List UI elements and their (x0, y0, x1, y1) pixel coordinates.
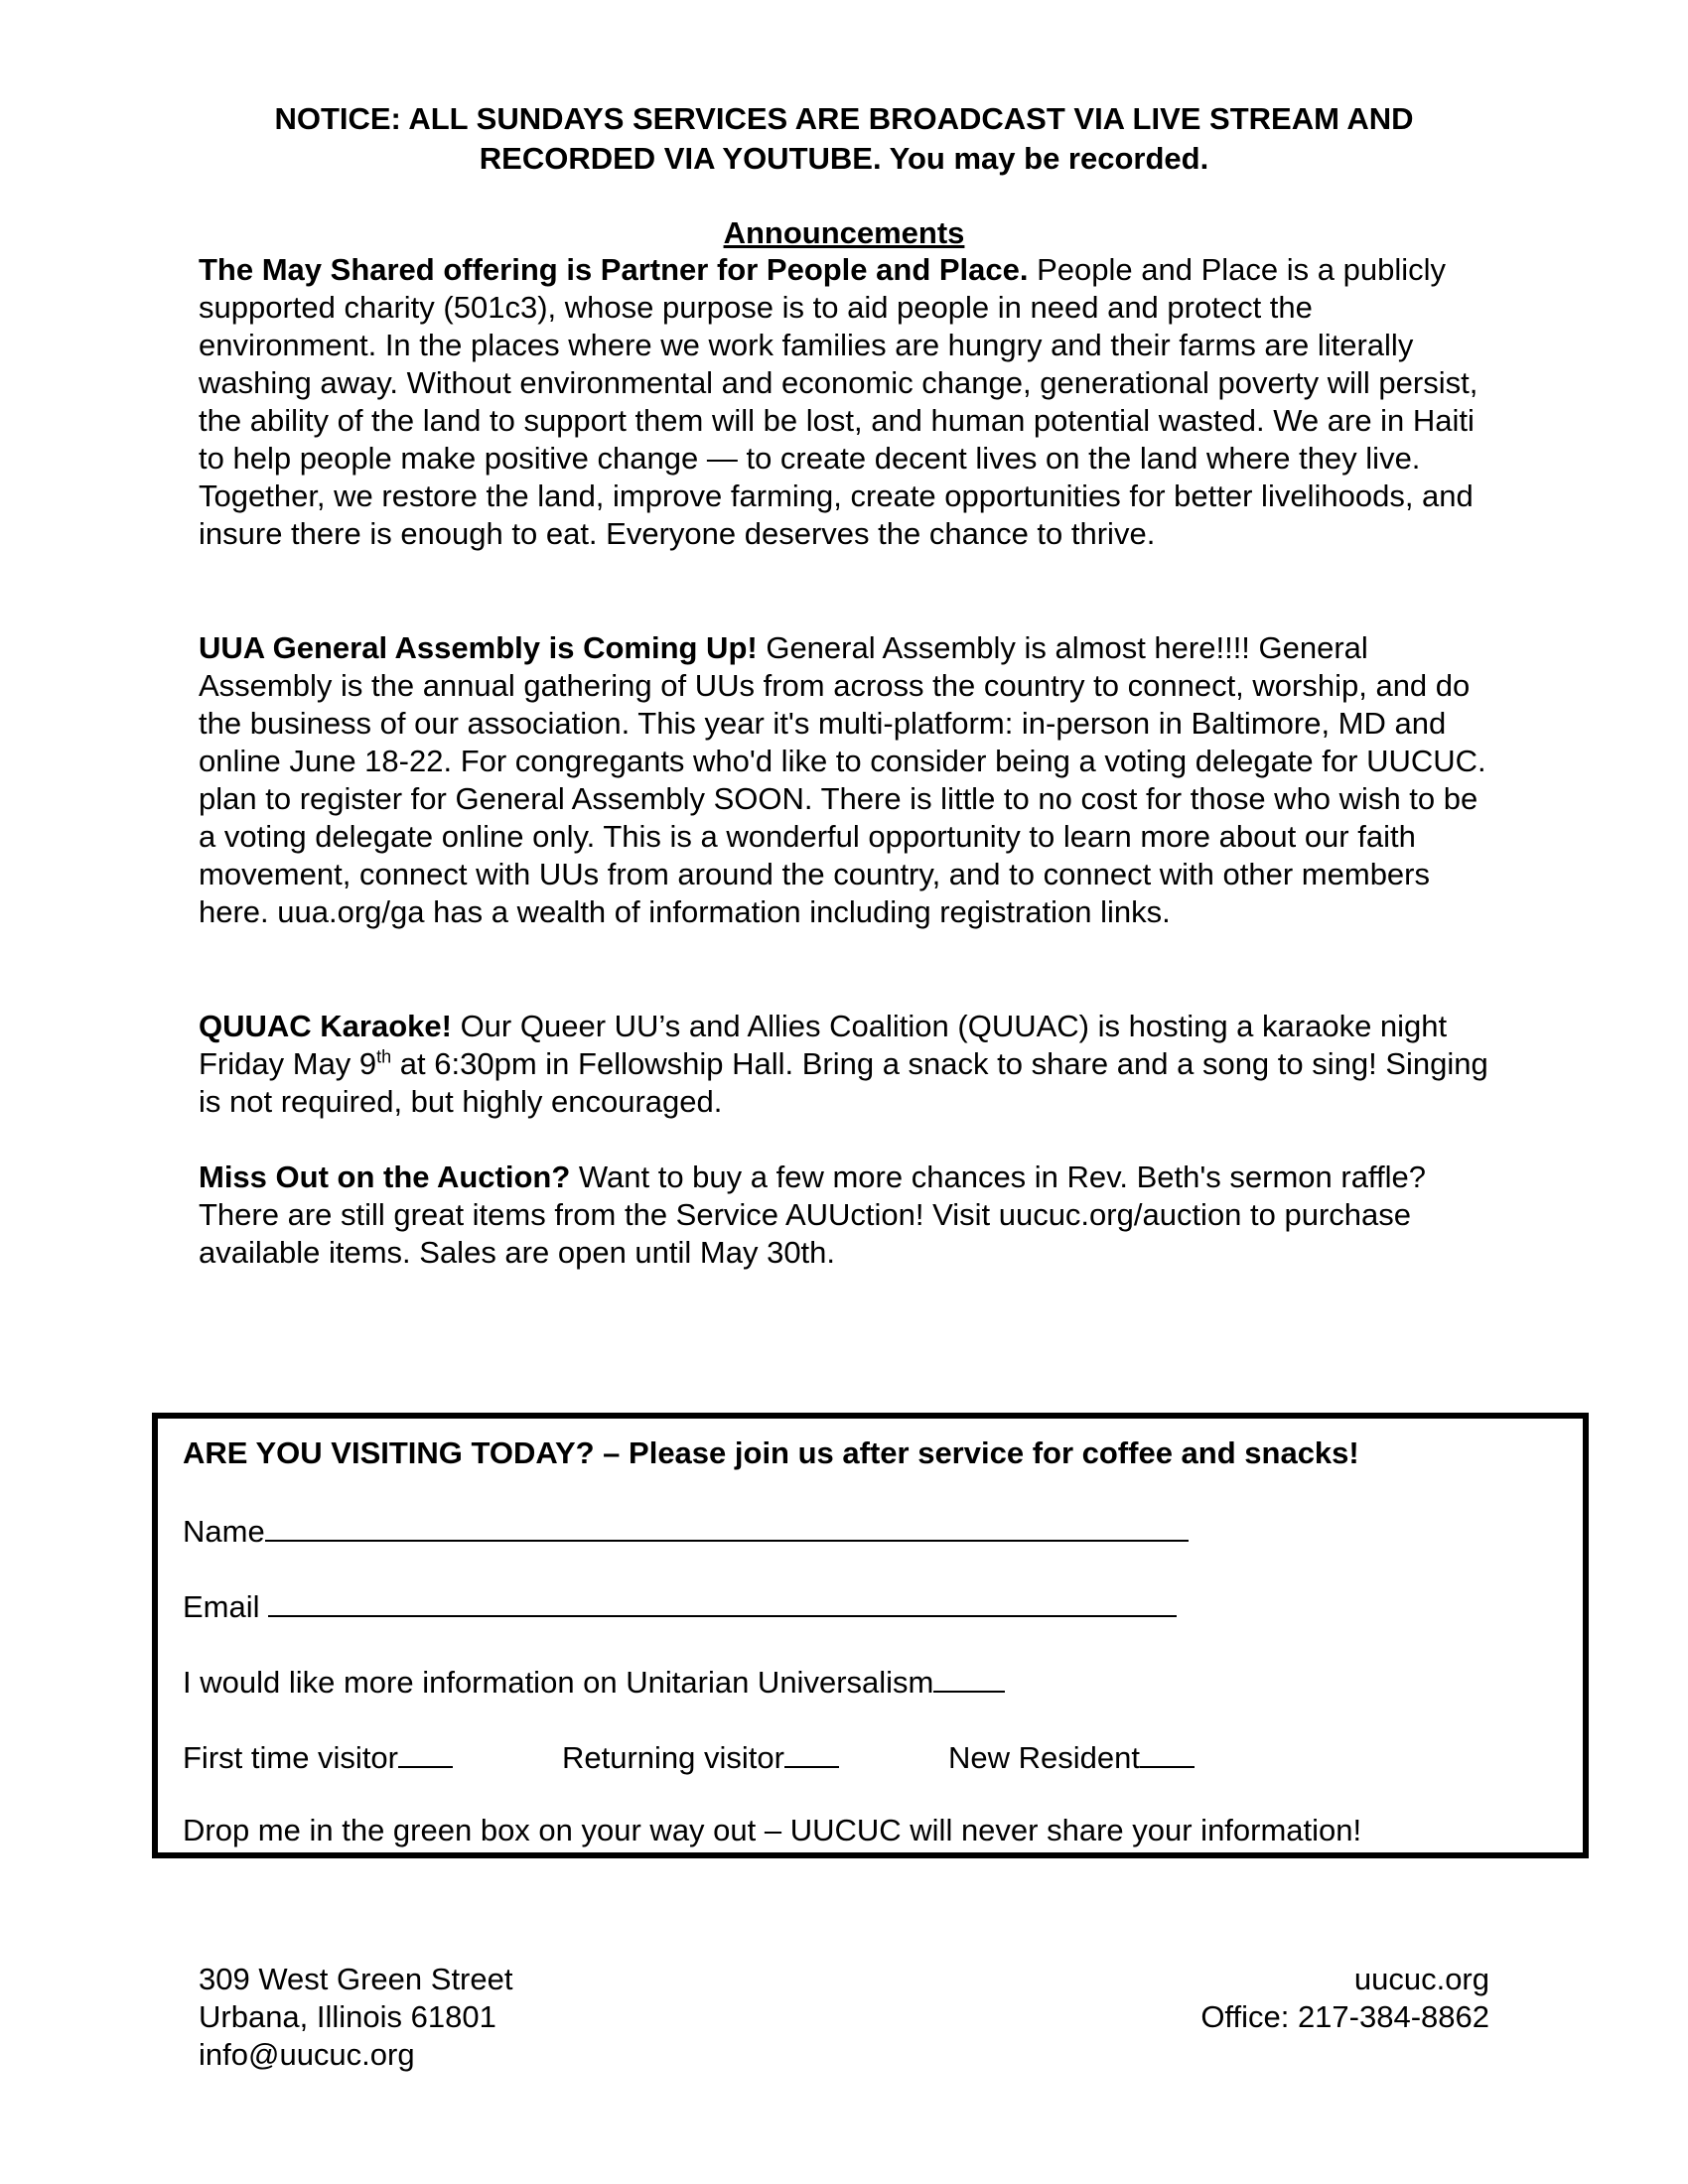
new-resident-option (948, 1736, 1195, 1777)
name-label: Name (183, 1514, 265, 1549)
general-assembly-announcement (199, 629, 1489, 931)
visitor-type-row (183, 1736, 1195, 1777)
announcements-heading: Announcements (723, 215, 965, 250)
auction-text: Want to buy a few more chances in Rev. Beth's sermon raffle? There are still great items from the Service AUUction! Visit uucuc.org/auction to purchase available items. Sales are open until May 30th. (199, 1160, 1426, 1270)
quuac-ordinal-suffix: th (376, 1046, 392, 1067)
name-row (183, 1510, 1189, 1551)
may-offering-heading: The May Shared offering is Partner for People and Place. (199, 252, 1029, 287)
office-phone: Office: 217-384-8862 (1200, 1999, 1489, 2034)
contact-email: info@uucuc.org (199, 2037, 415, 2072)
first-time-visitor-label: First time visitor (183, 1740, 398, 1775)
website: uucuc.org (1353, 1962, 1489, 1996)
drop-box-note: Drop me in the green box on your way out – UUCUC will never share your information! (183, 1813, 1362, 1847)
more-info-row (183, 1661, 1005, 1702)
general-assembly-heading: UUA General Assembly is Coming Up! (199, 630, 758, 665)
footer-address (199, 1961, 512, 2074)
address-line-1: 309 West Green Street (199, 1962, 513, 1996)
quuac-text-after: at 6:30pm in Fellowship Hall. Bring a snack to share and a song to sing! Singing is not required, but highly encouraged. (199, 1046, 1488, 1119)
returning-visitor-label: Returning visitor (562, 1740, 784, 1775)
visitor-card-title: ARE YOU VISITING TODAY? – Please join us after service for coffee and snacks! (183, 1435, 1359, 1470)
quuac-text-before: Our Queer UU’s and Allies Coalition (QUUAC) is hosting a karaoke night Friday May 9 (199, 1009, 1448, 1081)
address-line-2: Urbana, Illinois 61801 (199, 1999, 496, 2034)
auction-announcement (199, 1159, 1489, 1272)
email-label: Email (183, 1589, 260, 1624)
new-resident-line[interactable] (1140, 1736, 1195, 1768)
more-info-checkbox-line[interactable] (933, 1661, 1005, 1693)
recording-notice (149, 99, 1539, 179)
new-resident-label: New Resident (947, 1740, 1140, 1775)
may-offering-announcement (199, 251, 1489, 553)
returning-visitor-line[interactable] (784, 1736, 839, 1768)
first-time-visitor-line[interactable] (398, 1736, 453, 1768)
quuac-karaoke-announcement (199, 1008, 1489, 1121)
email-field[interactable] (268, 1585, 1177, 1617)
general-assembly-text: General Assembly is almost here!!!! General Assembly is the annual gathering of UUs from across the country to connect, worship, and do the business of our association. This year it's multi-platform: in-person in Baltimore, MD and online June 18-22. For congregants who'd like to consider being a voting delegate for UUCUC. plan to register for General Assembly SOON. There is little to no cost for those who wish to be a voting delegate online only. This is a wonderful opportunity to learn more about our faith movement, connect with UUs from around the country, and to connect with other members here. uua.org/ga has a wealth of information including registration links. (199, 630, 1486, 929)
name-field[interactable] (265, 1510, 1189, 1542)
auction-heading: Miss Out on the Auction? (199, 1160, 571, 1194)
first-time-visitor-option (183, 1736, 453, 1777)
notice-line-2: RECORDED VIA YOUTUBE. You may be recorded. (479, 141, 1209, 176)
visitor-card (152, 1413, 1589, 1858)
footer-contact (1200, 1961, 1489, 2036)
more-info-label: I would like more information on Unitarian Universalism (183, 1665, 934, 1700)
returning-visitor-option (562, 1736, 839, 1777)
quuac-heading: QUUAC Karaoke! (199, 1009, 452, 1043)
may-offering-text: People and Place is a publicly supported charity (501c3), whose purpose is to aid people in need and protect the environment. In the places where we work families are hungry and their farms are literally washing away. Without environmental and economic change, generational poverty will persist, the ability of the land to support them will be lost, and human potential wasted. We are in Haiti to help people make positive change — to create decent lives on the land where they live. Together, we restore the land, improve farming, create opportunities for better livelihoods, and insure there is enough to eat. Everyone deserves the chance to thrive. (199, 252, 1478, 551)
notice-line-1: NOTICE: ALL SUNDAYS SERVICES ARE BROADCAST VIA LIVE STREAM AND (274, 101, 1414, 136)
email-row (183, 1585, 1177, 1626)
